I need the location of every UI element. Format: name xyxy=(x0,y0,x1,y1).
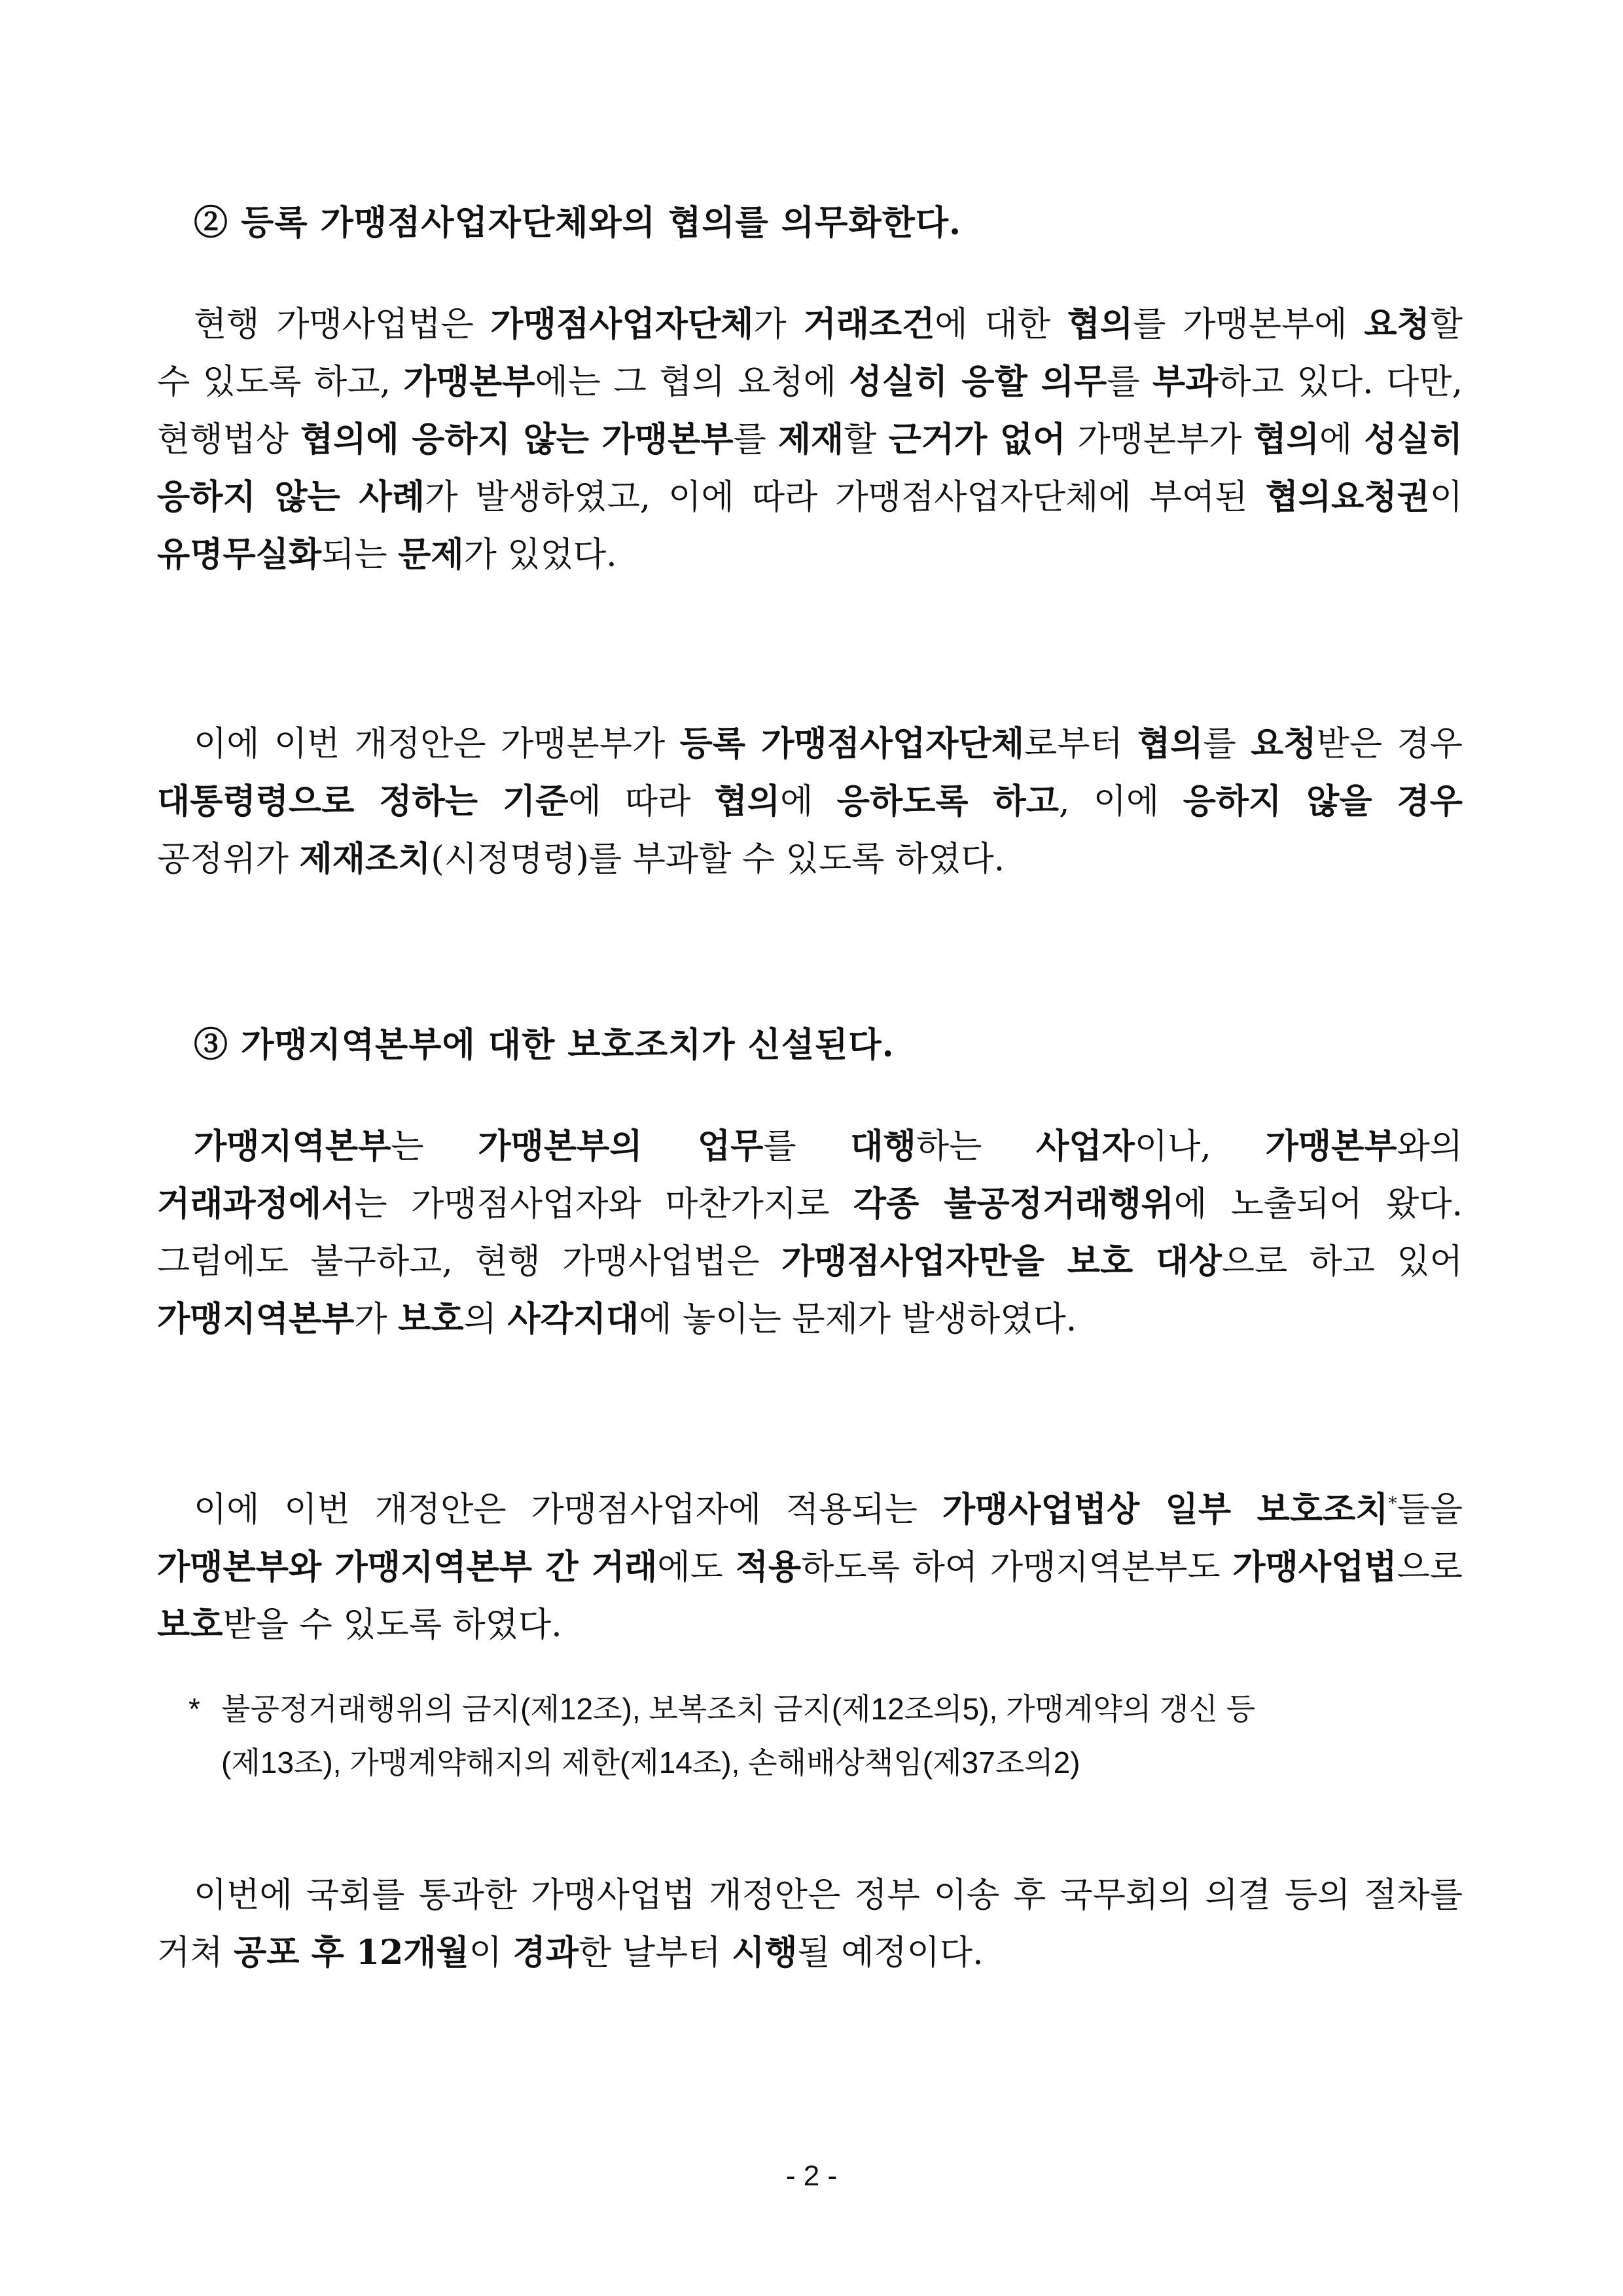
emphasis-text: 보호 xyxy=(398,1299,464,1339)
section-3-paragraph-2 xyxy=(157,1481,1463,1654)
footnote-reference: * xyxy=(1388,1494,1397,1514)
text-run: 가 발생하였고, 이에 따라 가맹점사업자단체에 부여된 xyxy=(425,478,1266,517)
text-run: 는 xyxy=(391,1127,478,1166)
text-run: 받은 경우 xyxy=(1316,725,1463,764)
text-run: 받을 수 있도록 하였다. xyxy=(223,1605,562,1645)
emphasis-text: 거래조건 xyxy=(803,304,935,344)
text-run: 에 따라 xyxy=(568,782,715,821)
text-run: 로부터 xyxy=(1024,725,1138,764)
emphasis-text: 대행 xyxy=(850,1126,916,1166)
text-run: 되는 xyxy=(321,535,399,575)
emphasis-text: 성실히 응할 의무 xyxy=(849,362,1107,402)
text-run: 이에 이번 개정안은 가맹점사업자에 적용되는 xyxy=(194,1490,942,1530)
emphasis-text: 가맹본부 xyxy=(403,362,535,402)
text-run: 와의 xyxy=(1397,1127,1463,1166)
text-run: 가 xyxy=(354,1300,399,1339)
emphasis-text: 보호 xyxy=(157,1605,223,1645)
text-run: 이 xyxy=(1429,478,1463,517)
emphasis-text: 사업자 xyxy=(1036,1126,1135,1166)
emphasis-text: 협의 xyxy=(1253,420,1320,459)
section-2-heading: ② 등록 가맹점사업자단체와의 협의를 의무화한다. xyxy=(194,203,962,243)
text-run: 하고 있다. 다만, 현행법상 xyxy=(157,363,1463,459)
section-2-paragraph-1 xyxy=(157,296,1463,584)
text-run: 에 노출되어 왔다. 그럼에도 불구하고, 현행 가맹사업법은 xyxy=(157,1185,1463,1282)
text-run: 가맹본부가 xyxy=(1065,420,1254,459)
emphasis-text: 가맹점사업자단체 xyxy=(490,304,754,344)
text-run: 를 xyxy=(1203,725,1251,764)
footnote xyxy=(188,1682,1461,1789)
footnote-line-1: 불공정거래행위의 금지(제12조), 보복조치 금지(제12조의5), 가맹계약의 갱신 등 xyxy=(221,1692,1256,1726)
emphasis-text: 가맹지역본부 xyxy=(194,1126,391,1166)
text-run: 들을 xyxy=(1397,1490,1463,1530)
text-run: 에 xyxy=(1319,420,1364,459)
emphasis-text: 경과 xyxy=(512,1933,579,1973)
emphasis-text: 협의 xyxy=(1137,724,1204,764)
text-run: 는 가맹점사업자와 마찬가지로 xyxy=(354,1185,853,1224)
emphasis-text: 응하도록 하고 xyxy=(836,781,1059,821)
text-run: 에도 xyxy=(657,1548,736,1587)
text-run: 를 xyxy=(733,420,778,459)
emphasis-text: 적용 xyxy=(735,1547,802,1587)
footnote-line-2: (제13조), 가맹계약해지의 제한(제14조), 손해배상책임(제37조의2) xyxy=(221,1746,1080,1780)
text-run: (시정명령)를 부과할 수 있도록 하였다. xyxy=(431,840,1005,879)
emphasis-text: 대통령령으로 정하는 기준 xyxy=(157,781,569,821)
emphasis-text: 가맹지역본부 xyxy=(157,1299,355,1339)
text-run: 현행 가맹사업법은 xyxy=(194,305,491,344)
emphasis-text: 부과 xyxy=(1152,362,1219,402)
text-run: , 이에 xyxy=(1058,782,1183,821)
emphasis-text: 협의에 응하지 않는 가맹본부 xyxy=(300,420,734,459)
text-run: 공정위가 xyxy=(157,840,300,879)
emphasis-text: 협의 xyxy=(1067,304,1133,344)
emphasis-text: 가맹본부의 업무 xyxy=(478,1126,764,1166)
emphasis-text: 시행 xyxy=(731,1933,798,1973)
text-run: 으로 xyxy=(1397,1548,1463,1587)
text-run: 이번에 국회를 통과한 가맹사업법 개정안은 정부 이송 후 국무회의 의결 등의 절차를 거쳐 xyxy=(157,1876,1463,1973)
text-run: 할 수 있도록 하고, xyxy=(157,305,1463,402)
emphasis-text: 가맹사업법상 일부 보호조치 xyxy=(942,1490,1389,1530)
text-run: 할 xyxy=(844,420,889,459)
emphasis-text: 가맹점사업자만을 보호 대상 xyxy=(781,1242,1222,1282)
text-run: 에 대한 xyxy=(935,305,1067,344)
emphasis-text: 가맹사업법 xyxy=(1232,1547,1397,1587)
text-run: 한 날부터 xyxy=(578,1933,732,1973)
footnote-mark: * xyxy=(188,1692,200,1726)
text-run: 가 xyxy=(753,305,804,344)
text-run: 이나, xyxy=(1134,1127,1266,1166)
emphasis-text: 거래과정에서 xyxy=(157,1184,355,1224)
text-run: 될 예정이다. xyxy=(797,1933,984,1973)
emphasis-text: 성실히 응하지 않는 사례 xyxy=(157,420,1463,517)
text-run: 으로 하고 있어 xyxy=(1221,1242,1463,1282)
emphasis-text: 문제 xyxy=(398,535,464,575)
text-run: 하는 xyxy=(916,1127,1037,1166)
text-run: 하도록 하여 가맹지역본부도 xyxy=(801,1548,1233,1587)
emphasis-text: 가맹본부와 가맹지역본부 간 거래 xyxy=(157,1547,658,1587)
text-run: 이 xyxy=(469,1933,513,1973)
page-number: - 2 - xyxy=(785,2160,838,2192)
emphasis-text: 요청 xyxy=(1364,304,1430,344)
text-run: 를 xyxy=(763,1127,851,1166)
text-run: 에는 그 협의 요청에 xyxy=(535,363,849,402)
text-run: 를 가맹본부에 xyxy=(1133,305,1364,344)
emphasis-text: 가맹본부 xyxy=(1265,1126,1397,1166)
emphasis-text: 유명무실화 xyxy=(157,535,322,575)
emphasis-text: 공포 후 12개월 xyxy=(234,1933,469,1973)
emphasis-text: 협의 xyxy=(714,781,781,821)
emphasis-text: 사각지대 xyxy=(507,1299,639,1339)
emphasis-text: 각종 불공정거래행위 xyxy=(853,1184,1174,1224)
emphasis-text: 등록 가맹점사업자단체 xyxy=(679,724,1024,764)
section-2-paragraph-2 xyxy=(157,715,1463,888)
emphasis-text: 요청 xyxy=(1251,724,1317,764)
text-run: 에 xyxy=(780,782,837,821)
text-run: 가 있었다. xyxy=(463,535,617,575)
closing-paragraph xyxy=(157,1867,1463,1982)
emphasis-text: 응하지 않을 경우 xyxy=(1183,781,1463,821)
text-run: 를 xyxy=(1107,363,1153,402)
text-run: 이에 이번 개정안은 가맹본부가 xyxy=(194,725,680,764)
emphasis-text: 제재조치 xyxy=(299,839,431,879)
emphasis-text: 협의요청권 xyxy=(1265,477,1430,517)
section-3-heading: ③ 가맹지역본부에 대한 보호조치가 신설된다. xyxy=(194,1025,895,1065)
text-run: 의 xyxy=(463,1300,508,1339)
text-run: 에 놓이는 문제가 발생하였다. xyxy=(639,1300,1077,1339)
emphasis-text: 제재 xyxy=(777,420,844,459)
section-3-paragraph-1 xyxy=(157,1118,1463,1348)
emphasis-text: 근거가 없어 xyxy=(888,420,1066,459)
